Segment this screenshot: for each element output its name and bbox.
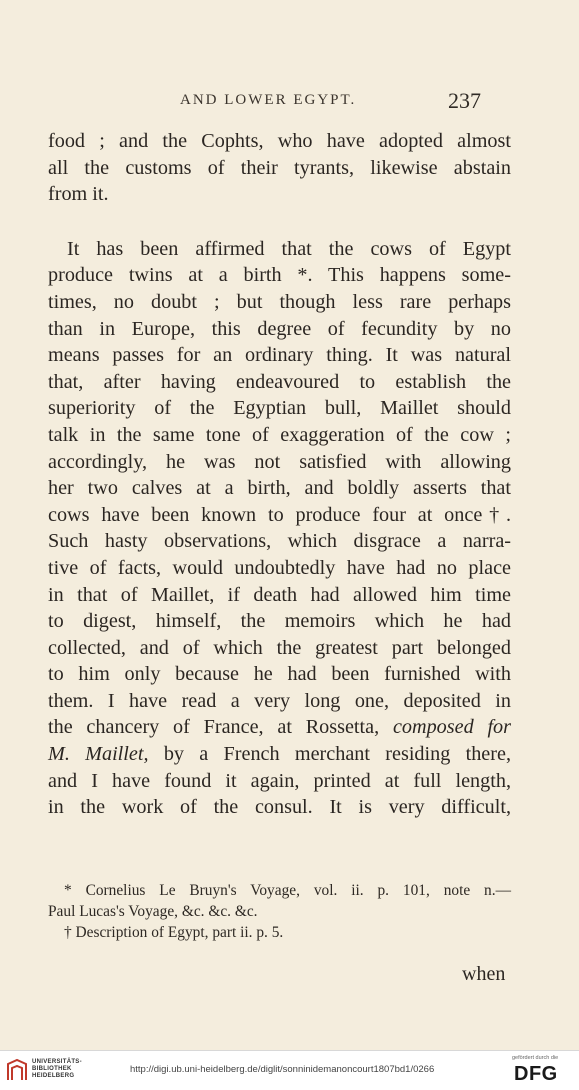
- page-number: 237: [448, 88, 481, 113]
- library-line: HEIDELBERG: [32, 1073, 75, 1079]
- dfg-logo: DFG: [514, 1063, 558, 1085]
- library-line: BIBLIOTHEK: [32, 1066, 72, 1072]
- text-line: [48, 741, 511, 768]
- text-line: food ; and the Cophts, who have adopted almost: [48, 130, 511, 152]
- text-line: in the work of the consul. It is very difficult,: [48, 796, 511, 819]
- library-line: UNIVERSITÄTS-: [32, 1059, 82, 1065]
- footnote-line: * Cornelius Le Bruyn's Voyage, vol. ii. p. 101, note n.—: [64, 882, 511, 899]
- running-head: [0, 88, 579, 116]
- text-line: superiority of the Egyptian bull, Maillet should: [48, 397, 511, 420]
- body-text: [48, 128, 511, 821]
- text-line: tive of facts, would undoubtedly have had no place: [48, 556, 511, 579]
- text-line: collected, and of which the greatest part belonged: [48, 636, 511, 659]
- text-line: means passes for an ordinary thing. It was natural: [48, 344, 511, 367]
- footnotes: [48, 880, 511, 943]
- text-line: Such hasty observations, which disgrace a narra-: [48, 530, 511, 553]
- text-line: accordingly, he was not satisfied with allowing: [48, 450, 511, 473]
- italic-segment: M. Maillet,: [48, 743, 149, 766]
- text-line: that, after having endeavoured to establish the: [48, 370, 511, 393]
- running-head-title: AND LOWER EGYPT.: [180, 92, 357, 108]
- text-line: It has been affirmed that the cows of Egypt: [67, 237, 511, 260]
- footer-bar: [0, 1050, 579, 1090]
- text-line: [48, 714, 511, 741]
- library-name: [32, 1059, 82, 1080]
- permalink[interactable]: http://digi.ub.uni-heidelberg.de/diglit/sonninidemanoncourt1807bd1/0266: [130, 1064, 435, 1075]
- university-logo-icon: [6, 1058, 28, 1082]
- footnote-line: † Description of Egypt, part ii. p. 5.: [64, 924, 284, 941]
- catchword: when: [462, 963, 506, 985]
- text-line: talk in the same tone of exaggeration of the cow ;: [48, 423, 511, 446]
- text-line: times, no doubt ; but though less rare perhaps: [48, 290, 511, 313]
- text-line: to digest, himself, the memoirs which he had: [48, 610, 511, 633]
- text-line: in that of Maillet, if death had allowed him time: [48, 583, 511, 606]
- text-line: them. I have read a very long one, deposited in: [48, 689, 511, 712]
- footnote-line: Paul Lucas's Voyage, &c. &c. &c.: [48, 903, 258, 920]
- paragraph-gap: [48, 208, 511, 236]
- italic-segment: composed for: [392, 716, 512, 739]
- funded-by-label: gefördert durch die: [512, 1055, 559, 1061]
- text-line: to him only because he had been furnished with: [48, 663, 511, 686]
- text-segment: by a French merchant residing there,: [163, 743, 512, 766]
- text-line: all the customs of their tyrants, likewise abstain: [48, 156, 511, 179]
- text-line: and I have found it again, printed at full length,: [48, 769, 511, 792]
- text-line: from it.: [48, 183, 109, 206]
- text-line: than in Europe, this degree of fecundity by no: [48, 317, 511, 340]
- text-segment: the chancery of France, at Rossetta,: [48, 716, 380, 739]
- text-line: produce twins at a birth *. This happens some-: [48, 264, 511, 287]
- text-line: cows have been known to produce four at once†.: [48, 503, 511, 526]
- text-line: her two calves at a birth, and boldly asserts that: [48, 477, 511, 500]
